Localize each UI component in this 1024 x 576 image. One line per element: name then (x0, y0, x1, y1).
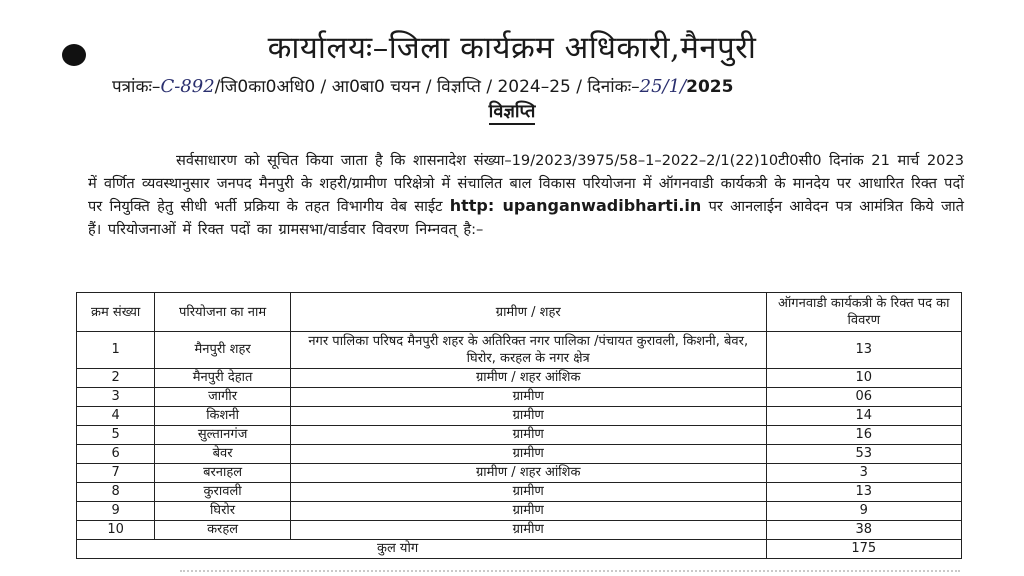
cell-project: मैनपुरी शहर (155, 332, 291, 369)
cell-vacancies: 38 (766, 521, 961, 540)
cell-serial: 7 (77, 464, 155, 483)
cell-project: कुरावली (155, 483, 291, 502)
cell-area: ग्रामीण (290, 407, 766, 426)
table-row (77, 502, 962, 521)
cell-serial: 3 (77, 388, 155, 407)
table-row (77, 483, 962, 502)
cell-vacancies: 14 (766, 407, 961, 426)
cell-project: बरनाहल (155, 464, 291, 483)
table-row (77, 369, 962, 388)
table-row (77, 332, 962, 369)
table-row (77, 407, 962, 426)
cell-area: ग्रामीण / शहर आंशिक (290, 464, 766, 483)
paragraph-part1: सर्वसाधारण को सूचित किया जाता है कि शासनादेश संख्या–19/2023/3975/58–1–2022–2/1(22)10टी0सी0 दिनांक 21 मार्च 2023 में वर्णित व्यवस्थानुसार जनपद मैनपुरी के शहरी/ग्रामीण परिक्षेत्रो में संचालित बाल विकास परियोजना में ऑगनवाडी कार्यकत्री के मानदेय पर आधारित रिक्त पदों पर नियुक्ति हेतु सीधी भर्ती प्रक्रिया के तहत विभागीय वेब साईट (88, 152, 964, 215)
cell-vacancies: 10 (766, 369, 961, 388)
cell-project: मैनपुरी देहात (155, 369, 291, 388)
cell-vacancies: 13 (766, 332, 961, 369)
cell-project: घिरोर (155, 502, 291, 521)
total-label: कुल योग (77, 540, 767, 559)
cell-serial: 8 (77, 483, 155, 502)
cell-project: किशनी (155, 407, 291, 426)
cell-vacancies: 13 (766, 483, 961, 502)
cell-area: ग्रामीण (290, 445, 766, 464)
cell-project: बेवर (155, 445, 291, 464)
cell-project: सुल्तानगंज (155, 426, 291, 445)
reference-line (112, 74, 733, 97)
total-value: 175 (766, 540, 961, 559)
cell-vacancies: 53 (766, 445, 961, 464)
cell-project: जागीर (155, 388, 291, 407)
cell-area: ग्रामीण (290, 426, 766, 445)
cell-vacancies: 9 (766, 502, 961, 521)
cell-serial: 2 (77, 369, 155, 388)
cell-vacancies: 06 (766, 388, 961, 407)
table-row (77, 426, 962, 445)
cell-serial: 1 (77, 332, 155, 369)
cell-vacancies: 16 (766, 426, 961, 445)
cut-off-next-line (180, 570, 960, 576)
table-row (77, 445, 962, 464)
table-header-row (77, 293, 962, 332)
website-link[interactable]: http: upanganwadibharti.in (449, 196, 702, 215)
header-area: ग्रामीण / शहर (290, 293, 766, 332)
ref-handwritten-number: C-892 (160, 76, 215, 97)
table-row (77, 388, 962, 407)
ref-label: पत्रांकः– (112, 77, 161, 97)
header-project: परियोजना का नाम (155, 293, 291, 332)
header-vacancies: ऑगनवाडी कार्यकत्री के रिक्त पद का विवरण (766, 293, 961, 332)
cell-area: ग्रामीण (290, 502, 766, 521)
notice-paragraph (88, 150, 964, 241)
table-row (77, 521, 962, 540)
cell-area: ग्रामीण (290, 521, 766, 540)
header-serial: क्रम संख्या (77, 293, 155, 332)
total-row (77, 540, 962, 559)
cell-serial: 4 (77, 407, 155, 426)
table-row (77, 464, 962, 483)
cell-serial: 5 (77, 426, 155, 445)
cell-project: करहल (155, 521, 291, 540)
cell-area: ग्रामीण (290, 483, 766, 502)
date-year: 2025 (686, 77, 734, 97)
cell-serial: 9 (77, 502, 155, 521)
ref-path: /जि0का0अधि0 / आ0बा0 चयन / विज्ञप्ति / 2024–25 / दिनांकः– (214, 77, 640, 97)
vacancy-table (76, 292, 962, 559)
date-handwritten: 25/1/ (639, 76, 687, 97)
cell-serial: 10 (77, 521, 155, 540)
cell-serial: 6 (77, 445, 155, 464)
notice-heading-text: विज्ञप्ति (489, 101, 536, 125)
cell-area: ग्रामीण / शहर आंशिक (290, 369, 766, 388)
notice-heading (0, 99, 1024, 123)
paragraph-part2: पर आनलाईन आवेदन पत्र आमंत्रित किये जाते हैं। परियोजनाओं में रिक्त पदों का ग्रामसभा/वार्डवार विवरण निम्नवत् है:– (88, 198, 964, 238)
cell-vacancies: 3 (766, 464, 961, 483)
office-title: कार्यालयः–जिला कार्यक्रम अधिकारी,मैनपुरी (267, 30, 757, 66)
cell-area: ग्रामीण (290, 388, 766, 407)
cell-area: नगर पालिका परिषद मैनपुरी शहर के अतिरिक्त नगर पालिका /पंचायत कुरावली, किशनी, बेवर, घिरोर, करहल के नगर क्षेत्र (290, 332, 766, 369)
